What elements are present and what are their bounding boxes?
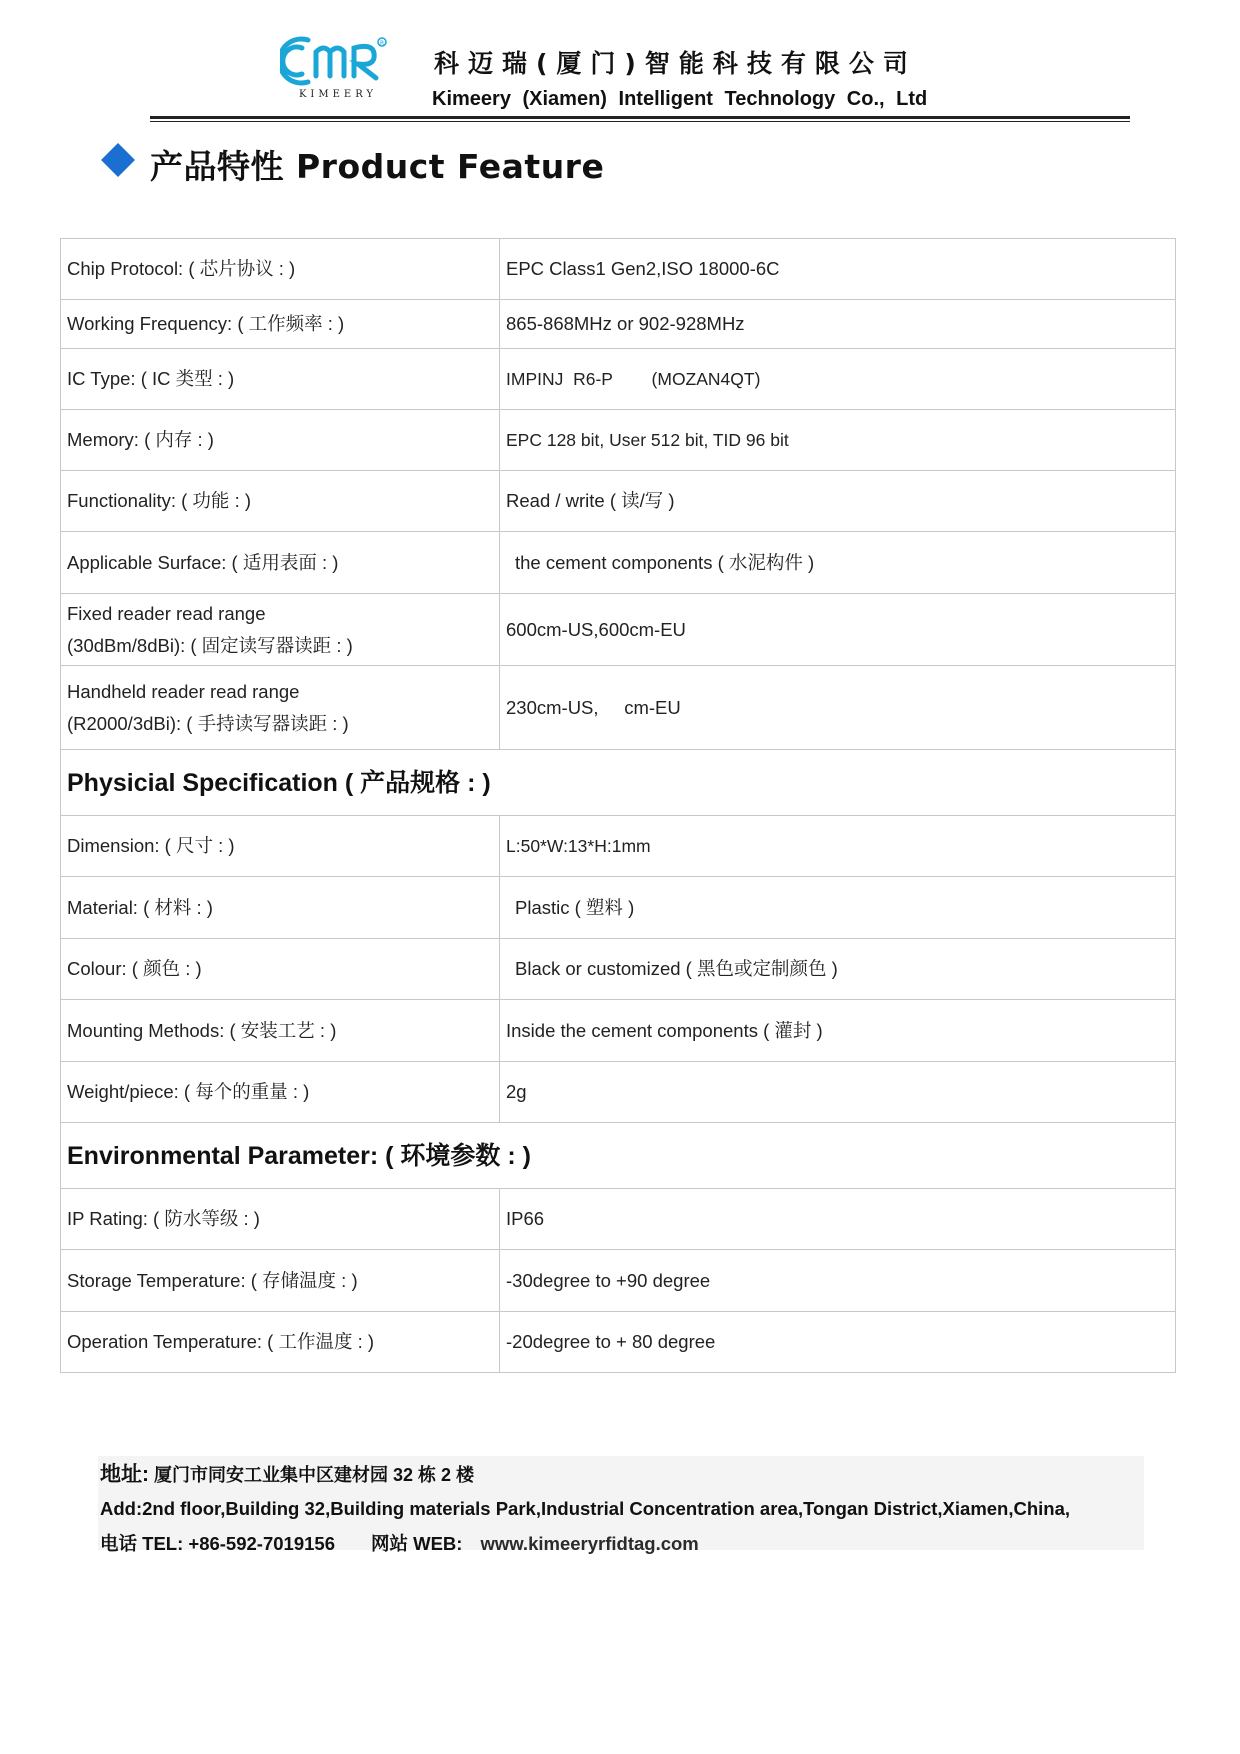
- row-value: Black or customized ( 黑色或定制颜色 ): [500, 939, 1176, 1000]
- row-value: IMPINJ R6-P (MOZAN4QT): [500, 349, 1176, 410]
- row-value: 865-868MHz or 902-928MHz: [500, 300, 1176, 349]
- table-row: [61, 1000, 1176, 1062]
- row-value: L:50*W:13*H:1mm: [500, 816, 1176, 877]
- company-name-cn: 科迈瑞(厦门)智能科技有限公司: [434, 49, 917, 78]
- row-label-line: (30dBm/8dBi): ( 固定读写器读距 : ): [67, 634, 353, 656]
- page-title: 产品特性 Product Feature: [150, 147, 605, 186]
- row-value: 600cm-US,600cm-EU: [500, 594, 1176, 666]
- row-value: Plastic ( 塑料 ): [500, 877, 1176, 939]
- svg-text:R: R: [380, 40, 385, 47]
- logo-subtitle: KIMEERY: [298, 89, 378, 100]
- header-divider: [150, 116, 1130, 119]
- tel-number: +86-592-7019156: [188, 1533, 335, 1554]
- row-label: Storage Temperature: ( 存储温度 : ): [61, 1250, 500, 1312]
- spec-table: [60, 238, 1176, 1373]
- footer-address-cn: [100, 1458, 474, 1488]
- company-name-en: Kimeery (Xiamen) Intelligent Technology Co., Ltd: [432, 88, 928, 110]
- diamond-bullet-icon: [101, 143, 135, 177]
- address-label: 地址:: [100, 1463, 149, 1486]
- row-label: Colour: ( 颜色 : ): [61, 939, 500, 1000]
- row-label-line: Handheld reader read range: [67, 680, 300, 702]
- table-row: [61, 300, 1176, 349]
- row-value: Read / write ( 读/写 ): [500, 471, 1176, 532]
- footer-contact: [100, 1530, 699, 1556]
- table-row: [61, 1250, 1176, 1312]
- row-label: Working Frequency: ( 工作频率 : ): [61, 300, 500, 349]
- table-row: [61, 1312, 1176, 1373]
- table-row: [61, 877, 1176, 939]
- kmr-logo-icon: [280, 34, 390, 88]
- row-value: EPC Class1 Gen2,ISO 18000-6C: [500, 239, 1176, 300]
- section-heading-row: [61, 1123, 1176, 1189]
- section-heading-row: [61, 750, 1176, 816]
- row-value: -20degree to + 80 degree: [500, 1312, 1176, 1373]
- row-value: 2g: [500, 1062, 1176, 1123]
- row-value: EPC 128 bit, User 512 bit, TID 96 bit: [500, 410, 1176, 471]
- row-value: -30degree to +90 degree: [500, 1250, 1176, 1312]
- table-row: [61, 816, 1176, 877]
- row-label: IP Rating: ( 防水等级 : ): [61, 1189, 500, 1250]
- table-row: [61, 349, 1176, 410]
- row-label: Memory: ( 内存 : ): [61, 410, 500, 471]
- table-row: [61, 532, 1176, 594]
- row-value: the cement components ( 水泥构件 ): [500, 532, 1176, 594]
- row-label: [61, 594, 500, 666]
- row-label: Material: ( 材料 : ): [61, 877, 500, 939]
- table-row: [61, 471, 1176, 532]
- table-row: [61, 666, 1176, 750]
- row-label-line: (R2000/3dBi): ( 手持读写器读距 : ): [67, 712, 349, 734]
- row-value: 230cm-US, cm-EU: [500, 666, 1176, 750]
- row-label: [61, 666, 500, 750]
- row-label: Chip Protocol: ( 芯片协议 : ): [61, 239, 500, 300]
- table-row: [61, 594, 1176, 666]
- row-label: Applicable Surface: ( 适用表面 : ): [61, 532, 500, 594]
- web-label: 网站 WEB:: [370, 1533, 463, 1554]
- row-label-line: Fixed reader read range: [67, 602, 266, 624]
- table-row: [61, 1189, 1176, 1250]
- row-label: Dimension: ( 尺寸 : ): [61, 816, 500, 877]
- company-logo: [280, 34, 390, 104]
- table-row: [61, 410, 1176, 471]
- website-link[interactable]: www.kimeeryrfidtag.com: [480, 1533, 699, 1554]
- table-row: [61, 939, 1176, 1000]
- physical-spec-heading: Physicial Specification ( 产品规格 : ): [61, 750, 1176, 816]
- row-value: IP66: [500, 1189, 1176, 1250]
- row-label: Functionality: ( 功能 : ): [61, 471, 500, 532]
- table-row: [61, 1062, 1176, 1123]
- table-row: [61, 239, 1176, 300]
- footer-address-en: Add:2nd floor,Building 32,Building materials Park,Industrial Concentration area,Tongan District,Xiamen,China,: [100, 1498, 1071, 1519]
- row-value: Inside the cement components ( 灌封 ): [500, 1000, 1176, 1062]
- tel-label: 电话 TEL:: [100, 1533, 189, 1554]
- row-label: Operation Temperature: ( 工作温度 : ): [61, 1312, 500, 1373]
- row-label: Mounting Methods: ( 安装工艺 : ): [61, 1000, 500, 1062]
- row-label: Weight/piece: ( 每个的重量 : ): [61, 1062, 500, 1123]
- row-label: IC Type: ( IC 类型 : ): [61, 349, 500, 410]
- address-cn-text: 厦门市同安工业集中区建材园 32 栋 2 楼: [149, 1465, 475, 1485]
- environmental-heading: Environmental Parameter: ( 环境参数 : ): [61, 1123, 1176, 1189]
- header-divider-thin: [150, 121, 1130, 122]
